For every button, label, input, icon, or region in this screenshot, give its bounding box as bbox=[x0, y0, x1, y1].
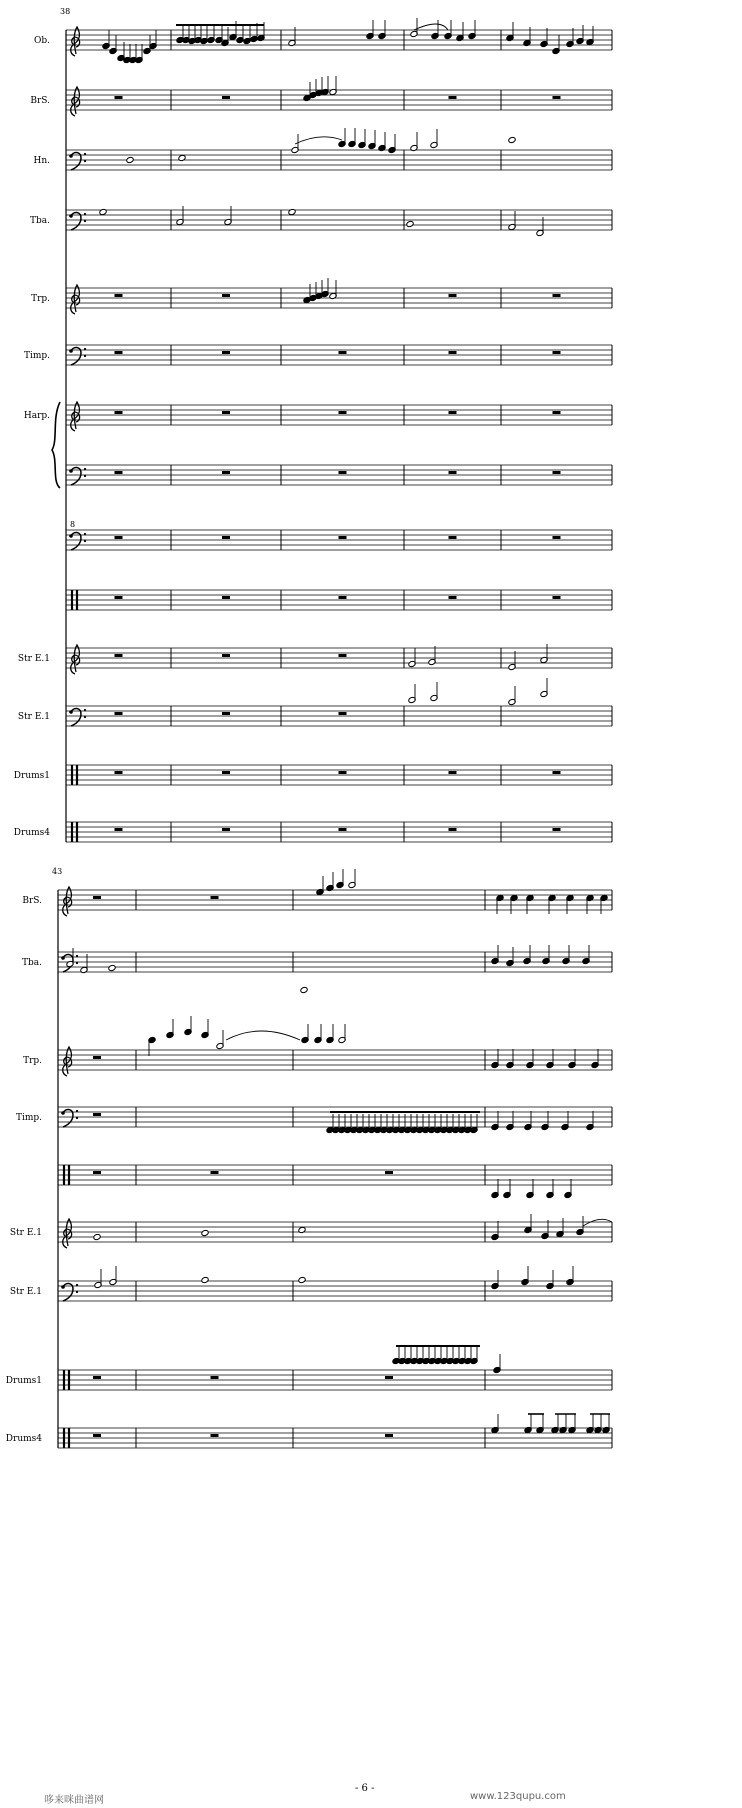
page-number: - 6 - bbox=[355, 1783, 375, 1794]
staff-trumpet-treble-clef bbox=[63, 1047, 72, 1076]
staff-stre1-bass-bass-clef-dot bbox=[61, 1285, 65, 1289]
staff-stre1-bass-bass-clef-dot bbox=[69, 710, 73, 714]
whole-rest bbox=[93, 896, 101, 899]
whole-rest bbox=[115, 536, 123, 539]
staff-bass8-bass-clef-dot bbox=[84, 533, 86, 535]
staff-harp-lower-bass-clef-dot bbox=[69, 469, 73, 473]
whole-rest bbox=[93, 1113, 101, 1116]
strings-note bbox=[298, 1226, 306, 1233]
whole-rest bbox=[385, 1171, 393, 1174]
horn-note bbox=[178, 154, 186, 161]
staff-tuba-bass-clef-dot bbox=[84, 213, 86, 215]
staff-drums4-label: Drums4 bbox=[5, 1434, 42, 1444]
whole-rest bbox=[449, 294, 457, 297]
staff-drums1-label: Drums1 bbox=[5, 1376, 42, 1386]
whole-rest bbox=[339, 351, 347, 354]
whole-rest bbox=[385, 1434, 393, 1437]
whole-rest bbox=[222, 536, 230, 539]
whole-rest bbox=[211, 896, 219, 899]
whole-rest bbox=[115, 771, 123, 774]
staff-stre1-bass-bass-clef-dot bbox=[76, 1291, 78, 1293]
whole-rest bbox=[115, 96, 123, 99]
whole-rest bbox=[222, 654, 230, 657]
strings-note bbox=[298, 1276, 306, 1283]
whole-rest bbox=[449, 828, 457, 831]
staff-timpani-label: Timp. bbox=[23, 351, 50, 361]
staff-timpani-bass-clef-dot bbox=[84, 348, 86, 350]
whole-rest bbox=[93, 1376, 101, 1379]
whole-rest bbox=[211, 1171, 219, 1174]
whole-rest bbox=[449, 596, 457, 599]
staff-drums4-label: Drums4 bbox=[13, 828, 50, 838]
whole-rest bbox=[93, 1056, 101, 1059]
measure-number: 38 bbox=[60, 7, 71, 16]
whole-rest bbox=[211, 1434, 219, 1437]
trumpet-tie bbox=[226, 1031, 300, 1040]
whole-rest bbox=[211, 1376, 219, 1379]
whole-rest bbox=[339, 712, 347, 715]
whole-rest bbox=[339, 654, 347, 657]
whole-rest bbox=[449, 411, 457, 414]
whole-rest bbox=[222, 828, 230, 831]
staff-trumpet-label: Trp. bbox=[23, 1056, 42, 1066]
whole-rest bbox=[553, 96, 561, 99]
whole-rest bbox=[339, 828, 347, 831]
staff-tuba-bass-clef-dot bbox=[84, 220, 86, 222]
whole-rest bbox=[339, 771, 347, 774]
whole-rest bbox=[553, 771, 561, 774]
oboe-tie bbox=[414, 24, 448, 30]
staff-tuba-label: Tba. bbox=[30, 216, 50, 226]
whole-rest bbox=[115, 596, 123, 599]
whole-rest bbox=[553, 294, 561, 297]
staff-brs-label: BrS. bbox=[22, 896, 42, 906]
system-2 bbox=[6, 867, 612, 1448]
staff-brs-treble-clef bbox=[63, 887, 72, 916]
whole-rest bbox=[93, 1434, 101, 1437]
whole-rest bbox=[222, 294, 230, 297]
staff-harp-upper-treble-clef bbox=[71, 402, 80, 431]
staff-stre1-treble-treble-clef bbox=[63, 1219, 72, 1248]
whole-rest bbox=[449, 96, 457, 99]
whole-rest bbox=[553, 828, 561, 831]
whole-rest bbox=[553, 351, 561, 354]
tuba-note bbox=[288, 208, 296, 215]
staff-tuba-bass-clef-dot bbox=[76, 955, 78, 957]
staff-timpani-label: Timp. bbox=[15, 1113, 42, 1123]
whole-rest bbox=[222, 411, 230, 414]
measure-number: 43 bbox=[52, 867, 63, 876]
whole-rest bbox=[553, 471, 561, 474]
staff-tuba-bass-clef-dot bbox=[61, 956, 65, 960]
staff-bass8-bass-clef-dot bbox=[69, 534, 73, 538]
whole-rest bbox=[385, 1376, 393, 1379]
whole-rest bbox=[553, 411, 561, 414]
whole-rest bbox=[115, 654, 123, 657]
tuba-note bbox=[406, 220, 414, 227]
staff-harp-lower-bass-clef-dot bbox=[84, 475, 86, 477]
staff-trumpet-label: Trp. bbox=[31, 294, 50, 304]
whole-rest bbox=[339, 411, 347, 414]
staff-horn-bass-clef-dot bbox=[69, 154, 73, 158]
staff-horn-label: Hn. bbox=[33, 156, 50, 166]
whole-rest bbox=[115, 294, 123, 297]
whole-rest bbox=[449, 536, 457, 539]
site-url: www.123qupu.com bbox=[470, 1791, 566, 1802]
staff-brs-treble-clef bbox=[71, 87, 80, 116]
staff-bass8-octave-mark: 8 bbox=[70, 520, 76, 529]
staff-bass8-bass-clef-dot bbox=[84, 540, 86, 542]
site-watermark: 哆来咪曲谱网 bbox=[44, 1795, 104, 1806]
system-1 bbox=[14, 7, 612, 842]
staff-tuba-bass-clef-dot bbox=[76, 962, 78, 964]
whole-rest bbox=[339, 471, 347, 474]
staff-stre1-bass-label: Str E.1 bbox=[17, 712, 50, 722]
strings-note bbox=[201, 1276, 209, 1283]
whole-rest bbox=[449, 351, 457, 354]
whole-rest bbox=[222, 712, 230, 715]
whole-rest bbox=[222, 771, 230, 774]
horn-note bbox=[508, 136, 516, 143]
whole-rest bbox=[115, 351, 123, 354]
staff-stre1-treble-label: Str E.1 bbox=[17, 654, 50, 664]
staff-harp-upper-label: Harp. bbox=[23, 411, 50, 421]
staff-brs-label: BrS. bbox=[30, 96, 50, 106]
staff-trumpet-treble-clef bbox=[71, 285, 80, 314]
staff-tuba-label: Tba. bbox=[22, 958, 42, 968]
whole-rest bbox=[449, 771, 457, 774]
strings-tie bbox=[583, 1219, 612, 1226]
staff-drums1-label: Drums1 bbox=[13, 771, 50, 781]
staff-stre1-bass-label: Str E.1 bbox=[9, 1287, 42, 1297]
horn-note bbox=[126, 156, 134, 163]
whole-rest bbox=[553, 596, 561, 599]
staff-timpani-bass-clef-dot bbox=[84, 355, 86, 357]
staff-horn-bass-clef-dot bbox=[84, 160, 86, 162]
whole-rest bbox=[222, 96, 230, 99]
staff-oboe-label: Ob. bbox=[33, 36, 50, 46]
whole-rest bbox=[222, 351, 230, 354]
staff-stre1-bass-bass-clef-dot bbox=[84, 709, 86, 711]
staff-timpani-bass-clef-dot bbox=[61, 1111, 65, 1115]
strings-note bbox=[201, 1229, 209, 1236]
whole-rest bbox=[93, 1171, 101, 1174]
whole-rest bbox=[222, 471, 230, 474]
staff-horn-bass-clef-dot bbox=[84, 153, 86, 155]
staff-stre1-bass-bass-clef-dot bbox=[76, 1284, 78, 1286]
tuba-note bbox=[99, 208, 107, 215]
staff-timpani-bass-clef-dot bbox=[76, 1117, 78, 1119]
staff-stre1-treble-label: Str E.1 bbox=[9, 1228, 42, 1238]
whole-rest bbox=[115, 712, 123, 715]
tuba-note bbox=[108, 964, 116, 971]
staff-stre1-bass-bass-clef-dot bbox=[84, 716, 86, 718]
whole-rest bbox=[222, 596, 230, 599]
staff-oboe-treble-clef bbox=[71, 27, 80, 56]
staff-harp-lower-bass-clef-dot bbox=[84, 468, 86, 470]
whole-rest bbox=[339, 536, 347, 539]
strings-note bbox=[93, 1233, 101, 1240]
whole-rest bbox=[115, 828, 123, 831]
whole-rest bbox=[339, 596, 347, 599]
harp-brace bbox=[52, 402, 60, 488]
tuba-note bbox=[300, 986, 308, 993]
whole-rest bbox=[115, 411, 123, 414]
staff-timpani-bass-clef-dot bbox=[76, 1110, 78, 1112]
whole-rest bbox=[553, 536, 561, 539]
staff-tuba-bass-clef-dot bbox=[69, 214, 73, 218]
horn-tie bbox=[295, 137, 342, 144]
whole-rest bbox=[449, 471, 457, 474]
staff-stre1-treble-treble-clef bbox=[71, 645, 80, 674]
staff-timpani-bass-clef-dot bbox=[69, 349, 73, 353]
whole-rest bbox=[115, 471, 123, 474]
